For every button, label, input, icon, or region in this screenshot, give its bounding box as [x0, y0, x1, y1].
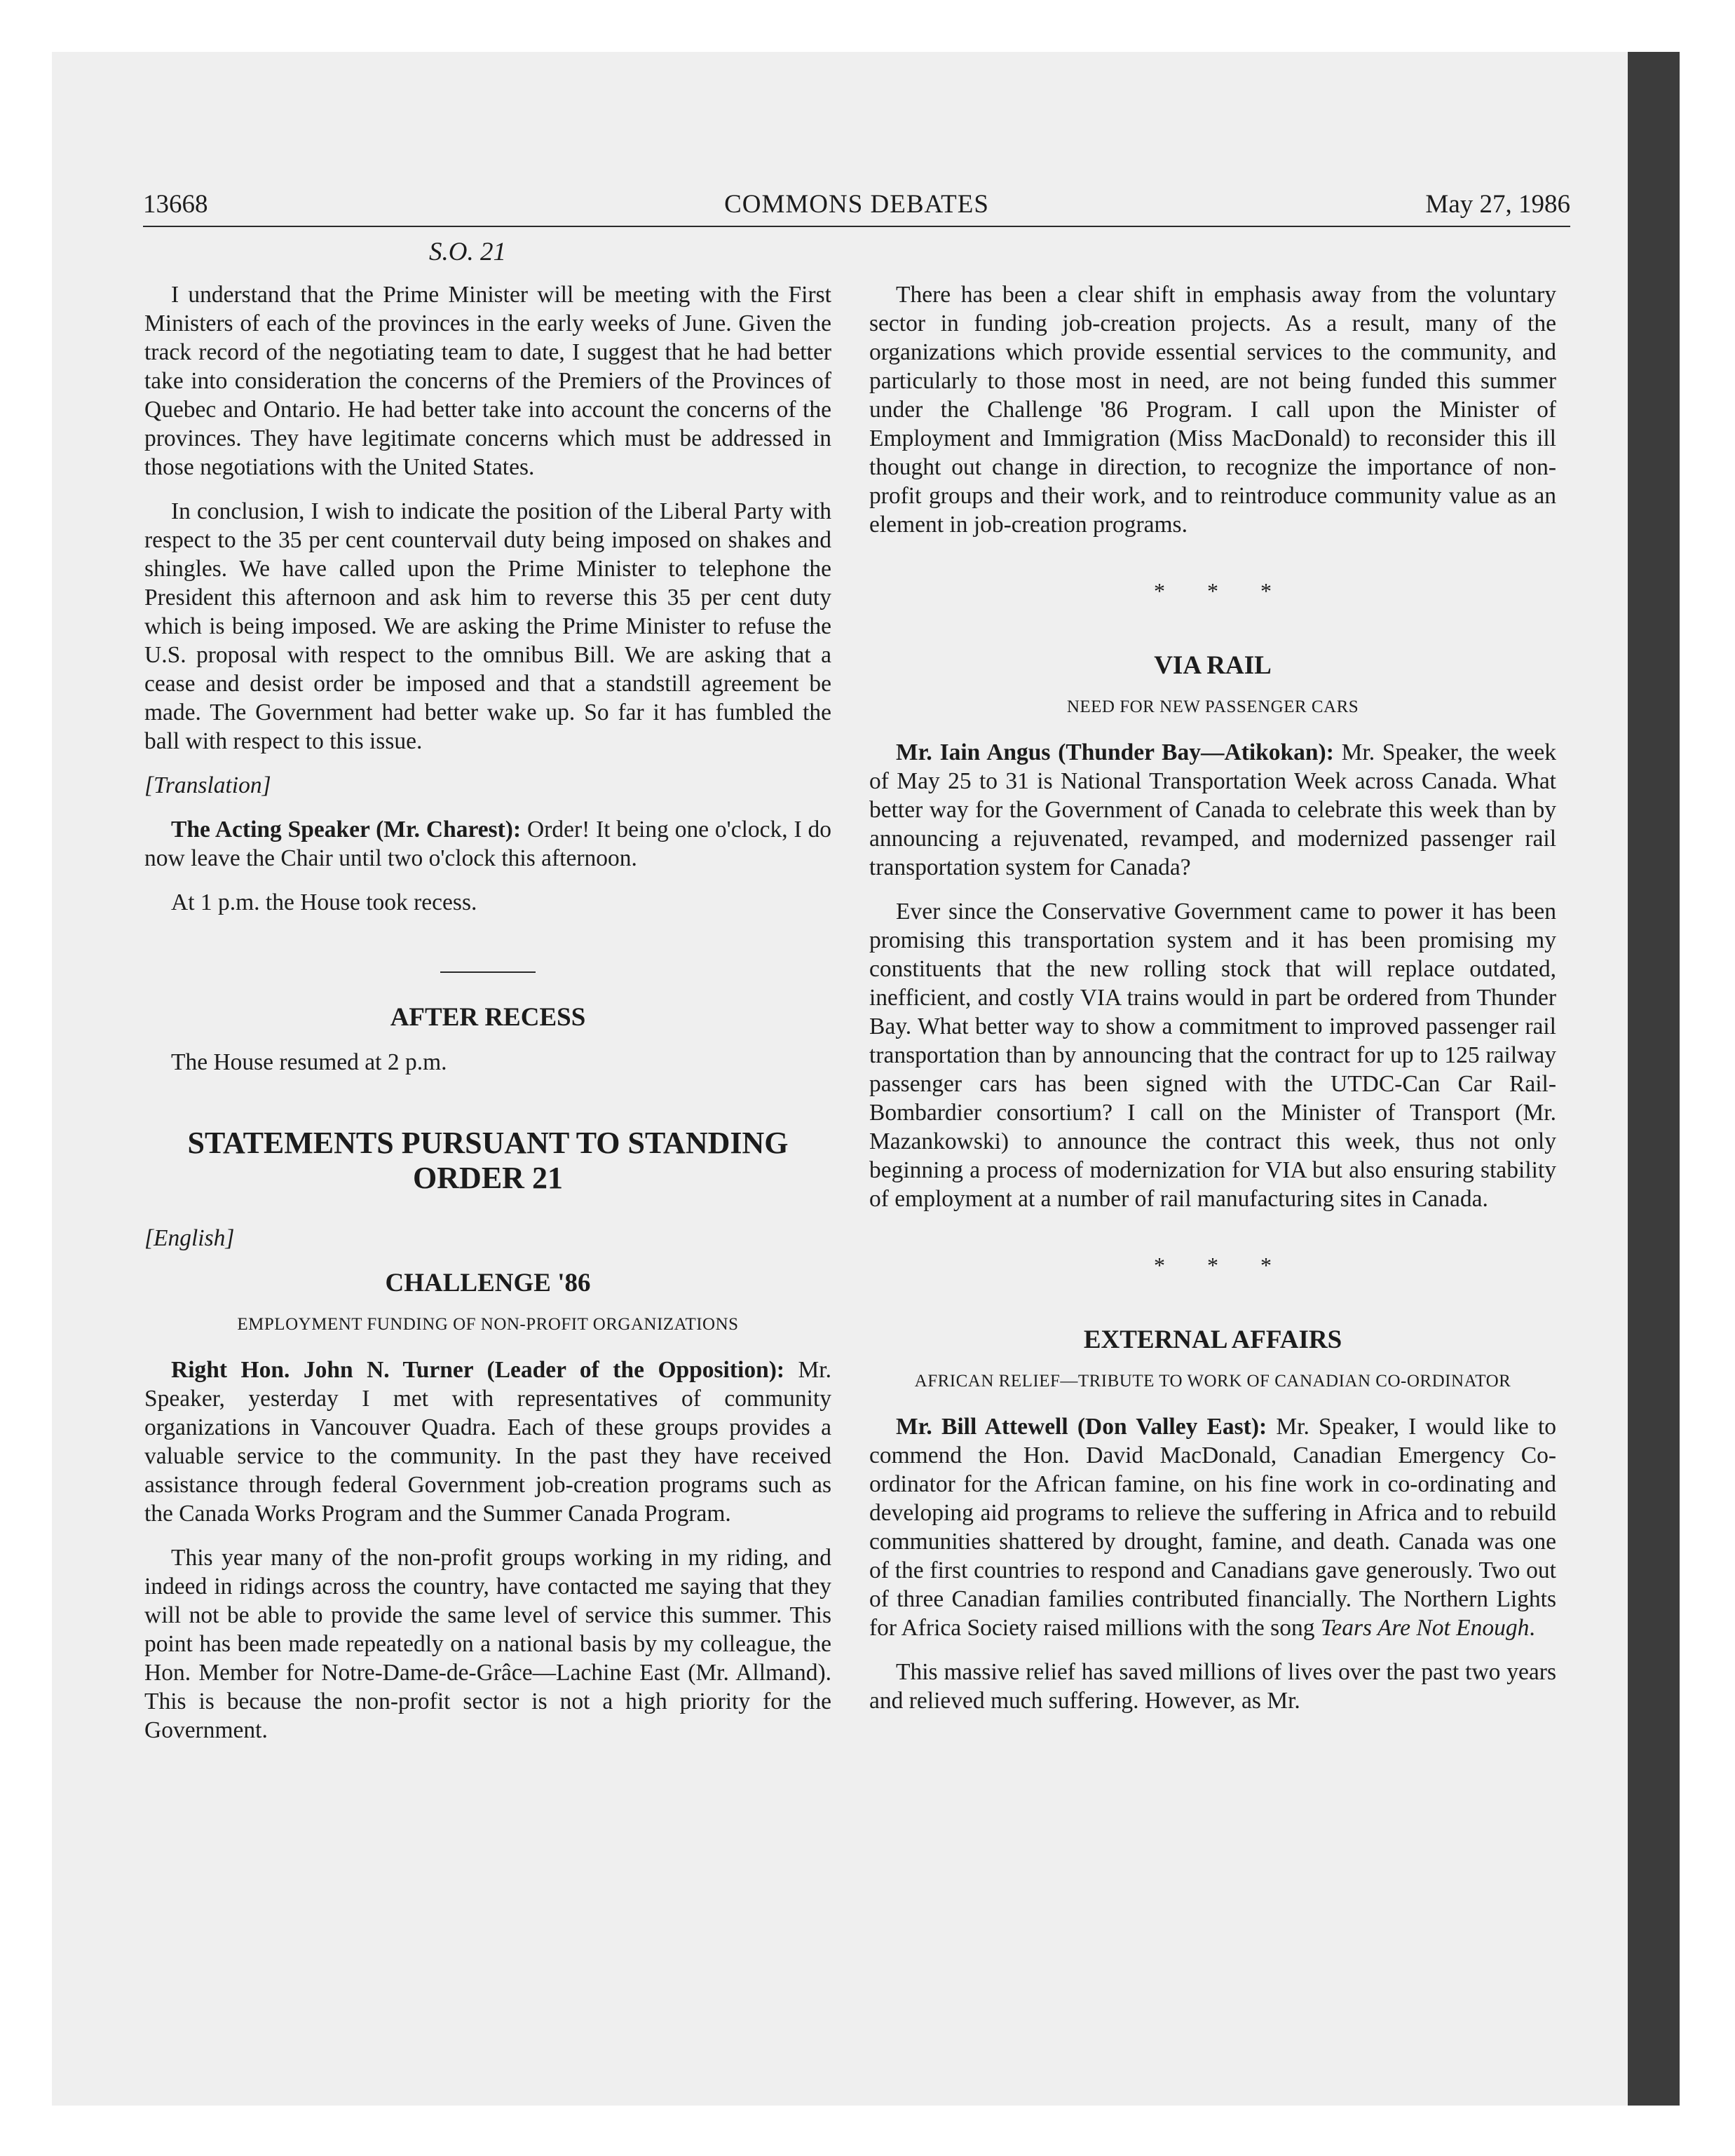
- challenge-subheading: EMPLOYMENT FUNDING OF NON-PROFIT ORGANIZATIONS: [237, 1315, 739, 1334]
- external-affairs-subheading: AFRICAN RELIEF—TRIBUTE TO WORK OF CANADIAN CO-ORDINATOR: [914, 1372, 1511, 1391]
- section-reference: S.O. 21: [429, 238, 506, 266]
- page-date: May 27, 1986: [1425, 190, 1570, 219]
- english-tag: [English]: [144, 1225, 235, 1251]
- translation-tag: [Translation]: [144, 772, 271, 798]
- divider-rule: [440, 971, 536, 973]
- statements-heading: STATEMENTS PURSUANT TO STANDING ORDER 21: [187, 1126, 789, 1195]
- speaker-name: Mr. Iain Angus (Thunder Bay—Atikokan):: [896, 739, 1334, 765]
- speaker-name: The Acting Speaker (Mr. Charest):: [171, 817, 522, 842]
- speaker-remarks: Mr. Speaker, the week of May 25 to 31 is National Transportation Week across Canada. What better way for the Government of Canada to celebrate this week than by announcing a rejuvenated, revamped, and modernized passenger rail transportation system for Canada?: [869, 739, 1556, 880]
- paragraph-conclusion: In conclusion, I wish to indicate the position of the Liberal Party with respect to the 35 per cent countervail duty being imposed on shakes and shingles. We have called upon the Prime Minister to telephone the President this afternoon and ask him to reverse this 35 per cent duty which is being imposed. We are asking the Prime Minister to refuse the U.S. proposal with respect to the omnibus Bill. We are asking that a cease and desist order be imposed and that a standstill agreement be made. The Government had better wake up. So far it has fumbled the ball with respect to this issue.: [144, 498, 831, 754]
- via-rail-heading: VIA RAIL: [1154, 651, 1272, 680]
- speaker-remarks: Mr. Speaker, I would like to commend the Hon. David MacDonald, Canadian Emergency Co-ordinator for the African famine, on his fine work in co-ordinating and developing aid programs to relieve the suffering in Africa and to rebuild communities shattered by drought, famine, and death. Canada was one of the first countries to respond and Canadians gave generously. Two out of three Canadian families contributed financially. The Northern Lights for Africa Society raised millions with the song: [869, 1414, 1556, 1641]
- paragraph-turner-continued: This year many of the non-profit groups working in my riding, and indeed in ridings across the country, have contacted me saying that they will not be able to provide the same level of service this summer. This point has been made repeatedly on a national basis by my colleague, the Hon. Member for Notre-Dame-de-Grâce—Lachine East (Mr. Allmand). This is because the non-profit sector is not a high priority for the Government.: [144, 1545, 831, 1743]
- challenge-heading: CHALLENGE '86: [385, 1269, 591, 1297]
- resumed-note: The House resumed at 2 p.m.: [171, 1049, 447, 1075]
- paragraph-angus: [869, 738, 1556, 882]
- recess-note: At 1 p.m. the House took recess.: [171, 889, 477, 915]
- page-number: 13668: [143, 190, 208, 219]
- speaker-name: Mr. Bill Attewell (Don Valley East):: [896, 1414, 1267, 1440]
- section-separator: * * *: [1154, 578, 1290, 603]
- paragraph-attewell: [869, 1412, 1556, 1642]
- external-affairs-heading: EXTERNAL AFFAIRS: [1083, 1325, 1342, 1354]
- sentence-end: .: [1529, 1615, 1535, 1641]
- paragraph-voluntary-sector: There has been a clear shift in emphasis away from the voluntary sector in funding job-creation projects. As a result, many of the organizations which provide essential services to the community, and particularly to those most in need, are not being funded this summer under the Challenge '86 Program. I call upon the Minister of Employment and Immigration (Miss MacDonald) to reconsider this ill thought out change in direction, to recognize the importance of non-profit groups and their work, and to reintroduce community value as an element in job-creation programs.: [869, 282, 1556, 538]
- page-header: [143, 189, 1570, 227]
- speaker-remarks: Order! It being one o'clock, I do now leave the Chair until two o'clock this afternoon.: [144, 817, 831, 871]
- scan-edge-shadow: [1628, 52, 1680, 2106]
- paragraph-angus-continued: Ever since the Conservative Government came to power it has been promising this transportation system and it has been promising my constituents that the new rolling stock that will replace outdated, inefficient, and costly VIA trains would in part be ordered from Thunder Bay. What better way to show a commitment to improved passenger rail transportation than by announcing that the contract for up to 125 railway passenger cars has been signed with the UTDC-Can Car Rail-Bombardier consortium? I call on the Minister of Transport (Mr. Mazankowski) to announce the contract this week, thus not only beginning a process of modernization for VIA but also ensuring stability of employment at a number of rail manufacturing sites in Canada.: [869, 899, 1556, 1212]
- left-column: [144, 280, 831, 1760]
- paragraph-negotiations: I understand that the Prime Minister will be meeting with the First Ministers of each of the provinces in the early weeks of June. Given the track record of the negotiating team to date, I suggest that he had better take into consideration the concerns of the Premiers of the Provinces of Quebec and Ontario. He had better take into account the concerns of the provinces. They have legitimate concerns which must be addressed in those negotiations with the United States.: [144, 282, 831, 480]
- paragraph-attewell-continued: This massive relief has saved millions of lives over the past two years and relieved much suffering. However, as Mr.: [869, 1659, 1556, 1714]
- paragraph-turner: [144, 1356, 831, 1528]
- section-separator: * * *: [1154, 1253, 1290, 1278]
- right-column: [869, 280, 1556, 1731]
- speaker-name: Right Hon. John N. Turner (Leader of the Opposition):: [171, 1357, 785, 1383]
- publication-title: COMMONS DEBATES: [724, 190, 989, 219]
- via-rail-subheading: NEED FOR NEW PASSENGER CARS: [1066, 697, 1359, 716]
- paragraph-acting-speaker: [144, 815, 831, 873]
- speaker-remarks: Mr. Speaker, yesterday I met with representatives of community organizations in Vancouver Quadra. Each of these groups provides a valuable service to the community. In the past they have received assistance through federal Government job-creation programs such as the Canada Works Program and the Summer Canada Program.: [144, 1357, 831, 1527]
- after-recess-heading: AFTER RECESS: [390, 1003, 586, 1032]
- song-title: Tears Are Not Enough: [1320, 1615, 1530, 1641]
